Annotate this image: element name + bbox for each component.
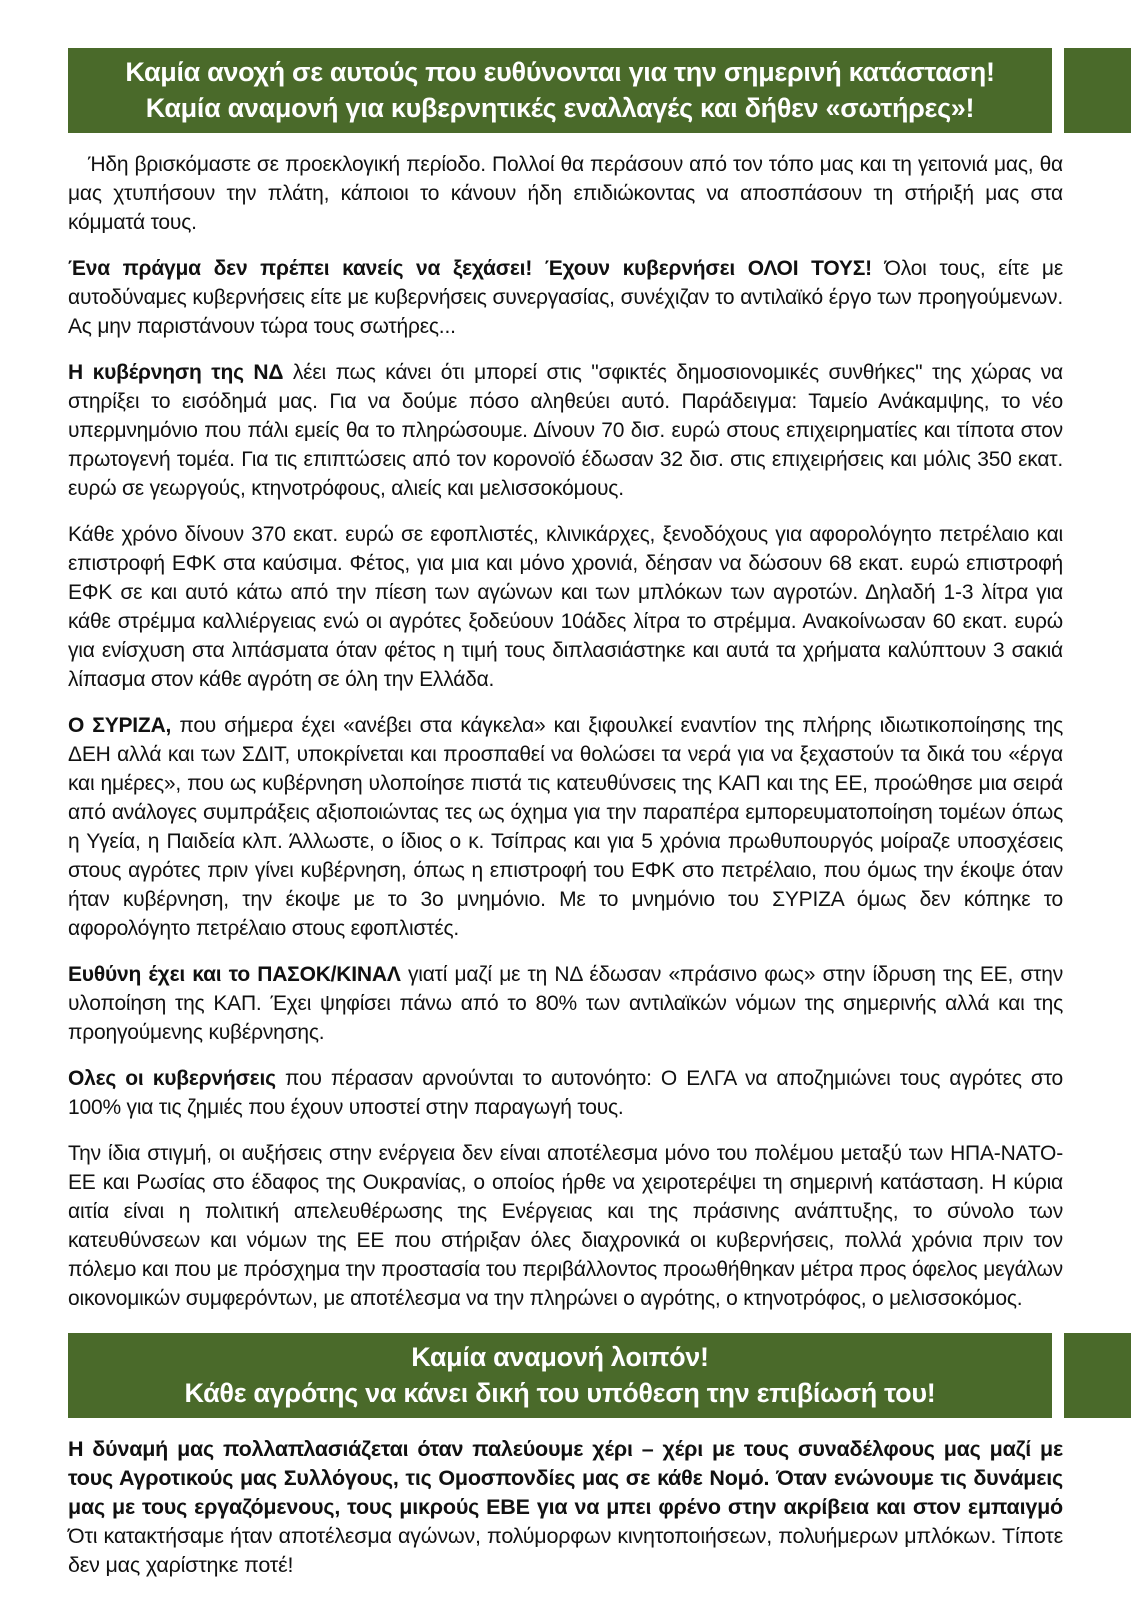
- leaflet-body: [68, 150, 1063, 1313]
- bottom-banner-line-1: Καμία αναμονή λοιπόν!: [411, 1342, 709, 1372]
- paragraph-closing-lead: Η δύναμή μας πολλαπλασιάζεται όταν παλεύουμε χέρι – χέρι με τους συναδέλφους μας μαζί με τους Αγροτικούς μας Συλλόγους, τις Ομοσπονδίες μας σε κάθε Νομό. Όταν ενώνουμε τις δυνάμεις μας με τους εργαζόμενους, τους μικρούς ΕΒΕ για να μπει φρένο στην ακρίβεια και στον εμπαιγμό: [68, 1437, 1063, 1519]
- paragraph-fuel-subsidies: [68, 520, 1063, 694]
- top-banner-row: [68, 48, 1131, 133]
- paragraph-intro: [68, 150, 1063, 237]
- bottom-banner-line-2: Κάθε αγρότης να κάνει δική του υπόθεση την επιβίωσή του!: [184, 1378, 936, 1408]
- paragraph-pasok-kinal: [68, 960, 1063, 1047]
- paragraph-all-governments-lead: Ένα πράγμα δεν πρέπει κανείς να ξεχάσει! Έχουν κυβερνήσει ΟΛΟΙ ΤΟΥΣ!: [68, 257, 872, 280]
- corner-accent-square-top: [1064, 48, 1131, 133]
- paragraph-nd-government-lead: Η κυβέρνηση της ΝΔ: [68, 361, 284, 384]
- paragraph-closing-text: Ότι κατακτήσαμε ήταν αποτέλεσμα αγώνων, πολύμορφων κινητοποιήσεων, πολυήμερων μπλόκων. Τίποτε δεν μας χαρίστηκε ποτέ!: [68, 1524, 1063, 1577]
- top-banner-line-2: Καμία αναμονή για κυβερνητικές εναλλαγές και δήθεν «σωτήρες»!: [145, 93, 975, 123]
- paragraph-elga-text: που πέρασαν αρνούνται το αυτονόητο: Ο ΕΛΓΑ να αποζημιώνει τους αγρότες στο 100% για τις ζημιές που έχουν υποστεί στην παραγωγή τους.: [68, 1067, 1063, 1119]
- top-banner: [68, 48, 1052, 133]
- leaflet-closing: [68, 1435, 1063, 1580]
- corner-accent-square-bottom: [1064, 1333, 1131, 1418]
- paragraph-elga-lead: Ολες οι κυβερνήσεις: [68, 1067, 276, 1090]
- paragraph-intro-text: Ήδη βρισκόμαστε σε προεκλογική περίοδο. Πολλοί θα περάσουν από τον τόπο μας και τη γειτονιά μας, θα μας χτυπήσουν την πλάτη, κάποιοι το κάνουν ήδη επιδιώκοντας να αποσπάσουν τη στήριξή μας στα κόμματά τους.: [68, 153, 1063, 234]
- paragraph-elga: [68, 1064, 1063, 1122]
- paragraph-syriza: [68, 711, 1063, 943]
- bottom-banner-row: [68, 1333, 1131, 1418]
- top-banner-line-1: Καμία ανοχή σε αυτούς που ευθύνονται για την σημερινή κατάσταση!: [125, 57, 995, 87]
- paragraph-all-governments-text: Όλοι τους, είτε με αυτοδύναμες κυβερνήσεις είτε με κυβερνήσεις συνεργασίας, συνέχιζαν το αντιλαϊκό έργο των προηγούμενων. Ας μην παριστάνουν τώρα τους σωτήρες...: [68, 257, 1063, 338]
- paragraph-syriza-text: που σήμερα έχει «ανέβει στα κάγκελα» και ξιφουλκεί εναντίον της πλήρης ιδιωτικοποίησης της ΔΕΗ αλλά και των ΣΔΙΤ, υποκρίνεται και προσπαθεί να θολώσει τα νερά για να ξεχαστούν τα δικά του «έργα και ημέρες», που ως κυβέρνηση υλοποίησε πιστά τις κατευθύνσεις της ΚΑΠ και της ΕΕ, προώθησε μια σειρά από ανάλογες συμπράξεις αξιοποιώντας τες ως όχημα για την παραπέρα εμπορευματοποίηση τομέων όπως η Υγεία, η Παιδεία κλπ. Άλλωστε, ο ίδιος ο κ. Τσίπρας και για 5 χρόνια πρωθυπουργός μοίραζε υποσχέσεις στους αγρότες πριν γίνει κυβέρνηση, όπως η επιστροφή του ΕΦΚ στο πετρέλαιο, που όμως την έκοψε όταν ήταν κυβέρνηση, την έκοψε με το 3ο μνημόνιο. Με το μνημόνιο του ΣΥΡΙΖΑ όμως δεν κόπηκε το αφορολόγητο πετρέλαιο στους εφοπλιστές.: [68, 714, 1063, 940]
- bottom-banner: [68, 1333, 1052, 1418]
- paragraph-pasok-kinal-text: γιατί μαζί με τη ΝΔ έδωσαν «πράσινο φως» στην ίδρυση της ΕΕ, στην υλοποίηση της ΚΑΠ. Έχει ψηφίσει πάνω από το 80% των αντιλαϊκών νόμων της σημερινής αλλά και της προηγούμενης κυβέρνησης.: [68, 963, 1064, 1044]
- paragraph-closing: [68, 1435, 1063, 1580]
- paragraph-pasok-kinal-lead: Ευθύνη έχει και το ΠΑΣΟΚ/ΚΙΝΑΛ: [68, 963, 401, 986]
- paragraph-nd-government-text: λέει πως κάνει ότι μπορεί στις "σφικτές δημοσιονομικές συνθήκες" της χώρας να στηρίξει το εισόδημά μας. Για να δούμε πόσο αληθεύει αυτό. Παράδειγμα: Ταμείο Ανάκαμψης, το νέο υπερμνημόνιο που πάλι εμείς θα το πληρώσουμε. Δίνουν 70 δισ. ευρώ στους επιχειρηματίες και τίποτα στον πρωτογενή τομέα. Για τις επιπτώσεις από τον κορονοϊό έδωσαν 32 δισ. στις επιχειρήσεις και μόλις 350 εκατ. ευρώ σε γεωργούς, κτηνοτρόφους, αλιείς και μελισσοκόμους.: [68, 361, 1063, 500]
- paragraph-all-governments: [68, 254, 1063, 341]
- paragraph-fuel-subsidies-text: Κάθε χρόνο δίνουν 370 εκατ. ευρώ σε εφοπλιστές, κλινικάρχες, ξενοδόχους για αφορολόγητο πετρέλαιο και επιστροφή ΕΦΚ στα καύσιμα. Φέτος, για μια και μόνο χρονιά, δέησαν να δώσουν 68 εκατ. ευρώ επιστροφή ΕΦΚ σε και αυτό κάτω από την πίεση των αγώνων και των μπλόκων των αγροτών. Δηλαδή 1-3 λίτρα για κάθε στρέμμα καλλιέργειας ενώ οι αγρότες ξοδεύουν 10άδες λίτρα το στρέμμα. Ανακοίνωσαν 60 εκατ. ευρώ για ενίσχυση στα λιπάσματα όταν φέτος η τιμή τους διπλασιάστηκε και αυτά τα χρήματα καλύπτουν 3 σακιά λίπασμα στον κάθε αγρότη σε όλη την Ελλάδα.: [68, 523, 1063, 691]
- paragraph-energy-prices-text: Την ίδια στιγμή, οι αυξήσεις στην ενέργεια δεν είναι αποτέλεσμα μόνο του πολέμου μεταξύ των ΗΠΑ-ΝΑΤΟ-ΕΕ και Ρωσίας στο έδαφος της Ουκρανίας, ο οποίος ήρθε να χειροτερέψει τη σημερινή κατάσταση. Η κύρια αιτία είναι η πολιτική απελευθέρωσης της Ενέργειας και της πράσινης ανάπτυξης, το σύνολο των κατευθύνσεων και νόμων της ΕΕ που στήριξαν όλες διαχρονικά οι κυβερνήσεις, πολλά χρόνια πριν τον πόλεμο και που με πρόσχημα την προστασία του περιβάλλοντος προωθήθηκαν μέτρα προς όφελος μεγάλων οικονομικών συμφερόντων, με αποτέλεσμα να την πληρώνει ο αγρότης, ο κτηνοτρόφος, ο μελισσοκόμος.: [68, 1142, 1063, 1310]
- paragraph-syriza-lead: Ο ΣΥΡΙΖΑ,: [68, 714, 172, 737]
- paragraph-nd-government: [68, 358, 1063, 503]
- paragraph-energy-prices: [68, 1139, 1063, 1313]
